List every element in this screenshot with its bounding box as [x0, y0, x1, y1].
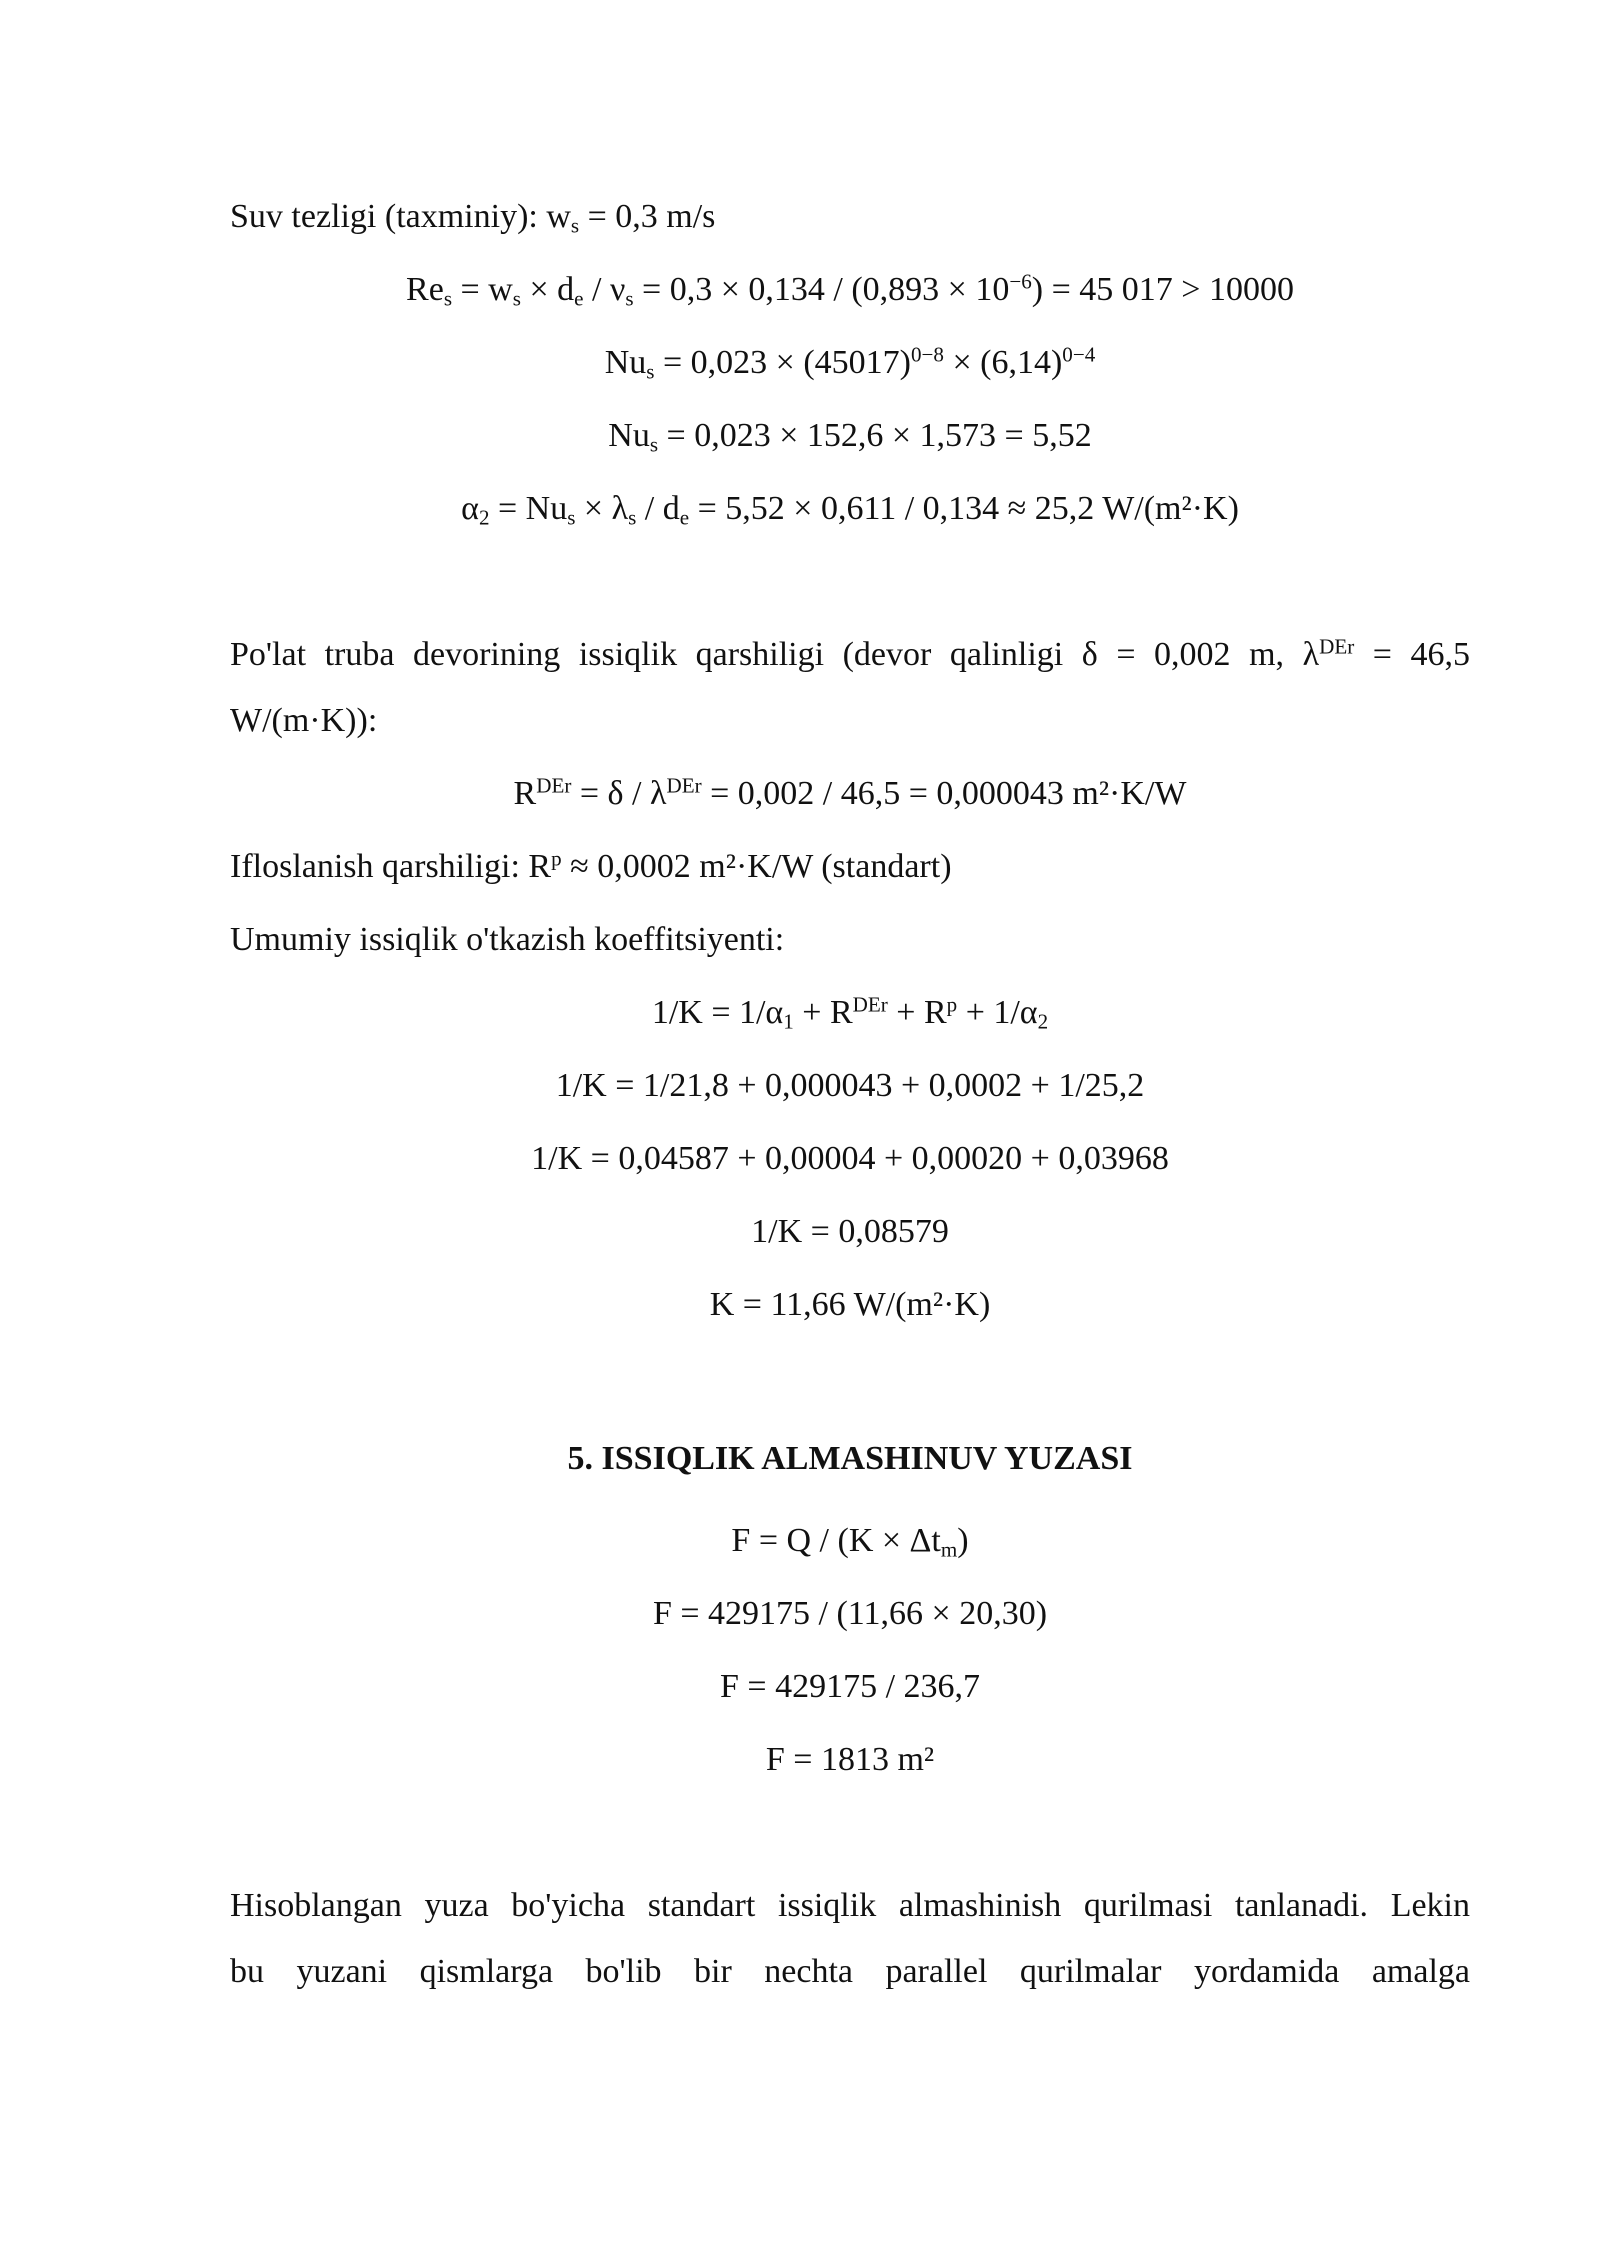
area-formula: $F = Q / (K \times \Delta t_m)$ — [731, 1522, 969, 1562]
inverse-k-result: 1/K = 0,08579 — [751, 1213, 949, 1250]
alpha2-equation: $\alpha_2 = Nu_s \times \lambda_s / d_e = 5,52 \times 0,611 / 0,134 \approx 25,2$ W/(m²·K) — [461, 490, 1239, 530]
nusselt-formula: $Nu_s = 0,023 \times (45017)^{0-8} \times (6,14)^{0-4}$ — [604, 342, 1096, 384]
conclusion-paragraph-line1: Hisoblangan yuza bo'yicha standart issiqlik almashinish qurilmasi tanlanadi. Lekin — [230, 1887, 1470, 1924]
inverse-k-formula: $1/K = 1/\alpha_1 + R^{DEr} + R^p + 1/\alpha_2$ — [651, 992, 1049, 1034]
area-result: F = 1813 m² — [765, 1741, 935, 1778]
inverse-k-substitution: 1/K = 1/21,8 + 0,000043 + 0,0002 + 1/25,2 — [555, 1067, 1145, 1104]
overall-coefficient-label: Umumiy issiqlik o'tkazish koeffitsiyenti: — [230, 921, 785, 958]
wall-resistance-equation: $R^{DEr} = \delta / \lambda^{DEr} = 0,002 / 46,5 = 0,000043$ m²·K/W — [513, 773, 1187, 812]
area-division: F = 429175 / 236,7 — [719, 1668, 981, 1705]
area-substitution: F = 429175 / (11,66 × 20,30) — [652, 1595, 1048, 1632]
wall-resistance-paragraph-cont: W/(m·K)): — [230, 702, 378, 739]
water-velocity-line: Suv tezligi (taxminiy): $w_s = 0,3$ m/s — [230, 198, 716, 238]
conclusion-paragraph-line2: bu yuzani qismlarga bo'lib bir nechta parallel qurilmalar yordamida amalga — [230, 1953, 1470, 1990]
reynolds-equation: $Re_s = w_s \times d_e / \nu_s = 0,3 \times 0,134 / (0,893 \times 10^{-6}) = 45$ 017 > 10000 — [406, 269, 1294, 311]
fouling-resistance-line: Ifloslanish qarshiligi: $R^p \approx 0,0002$ m²·K/W (standart) — [230, 846, 952, 885]
section-heading: 5. ISSIQLIK ALMASHINUV YUZASI — [567, 1440, 1133, 1477]
inverse-k-terms: 1/K = 0,04587 + 0,00004 + 0,00020 + 0,03968 — [531, 1140, 1169, 1177]
k-result: K = 11,66 W/(m²·K) — [709, 1286, 991, 1323]
nusselt-result: $Nu_s = 0,023 \times 152,6 \times 1,573 = 5,52$ — [608, 417, 1092, 457]
wall-resistance-paragraph: Po'lat truba devorining issiqlik qarshiligi (devor qalinligi δ = 0,002 m, $\lambda^{DEr} = 46,5$ — [230, 634, 1470, 673]
